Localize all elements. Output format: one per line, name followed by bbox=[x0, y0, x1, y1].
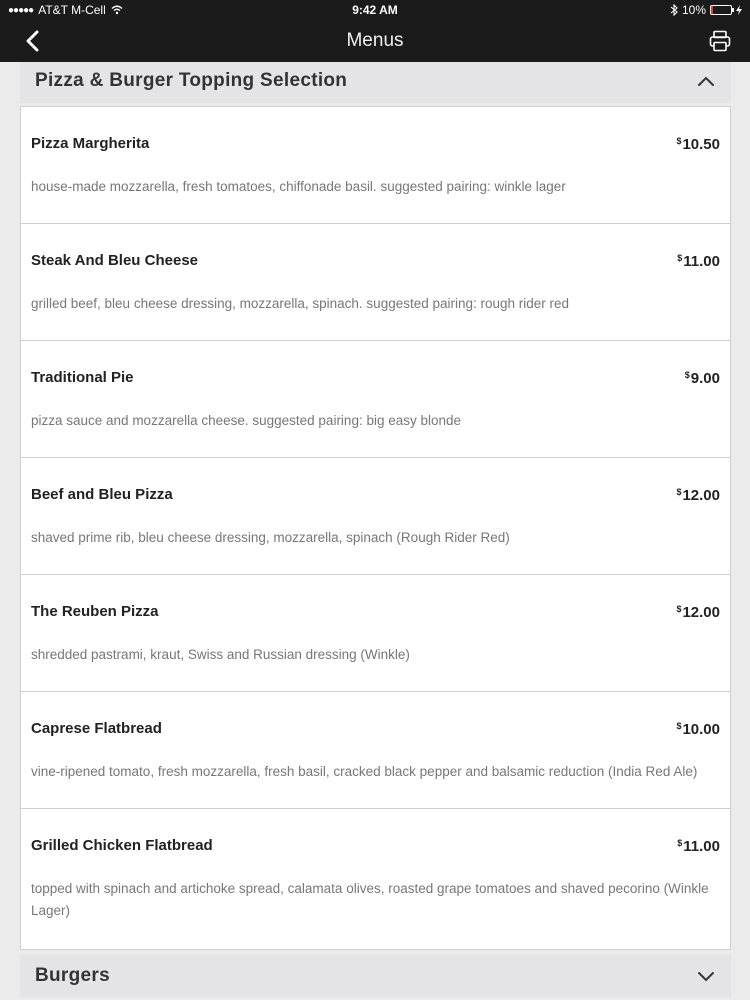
status-time: 9:42 AM bbox=[352, 3, 398, 17]
item-price bbox=[676, 136, 720, 153]
item-name: Traditional Pie bbox=[31, 369, 134, 386]
item-name: Grilled Chicken Flatbread bbox=[31, 837, 213, 854]
battery-level bbox=[711, 6, 713, 14]
signal-strength-icon: ●●●●● bbox=[8, 4, 34, 16]
item-description: grilled beef, bleu cheese dressing, mozzarella, spinach. suggested pairing: rough rider red bbox=[31, 296, 570, 311]
print-button[interactable] bbox=[706, 28, 734, 54]
item-price bbox=[676, 604, 720, 621]
menu-item[interactable] bbox=[21, 692, 730, 809]
charging-icon bbox=[736, 5, 742, 15]
item-description: house-made mozzarella, fresh tomatoes, chiffonade basil. suggested pairing: winkle lager bbox=[31, 179, 566, 194]
back-button[interactable] bbox=[18, 28, 48, 54]
currency-symbol: $ bbox=[677, 253, 683, 263]
status-bar bbox=[0, 0, 750, 20]
currency-symbol: $ bbox=[684, 370, 690, 380]
item-price bbox=[677, 253, 720, 270]
item-name: Caprese Flatbread bbox=[31, 720, 162, 737]
page-title: Menus bbox=[346, 30, 404, 51]
price-value: 11.00 bbox=[683, 838, 720, 855]
item-description: shredded pastrami, kraut, Swiss and Russian dressing (Winkle) bbox=[31, 647, 410, 662]
item-price bbox=[676, 487, 720, 504]
price-value: 10.00 bbox=[682, 721, 720, 738]
item-description: topped with spinach and artichoke spread, calamata olives, roasted grape tomatoes and shaved pecorino (Winkle Lager) bbox=[31, 881, 709, 918]
status-right bbox=[670, 3, 742, 17]
item-price bbox=[676, 721, 720, 738]
currency-symbol: $ bbox=[676, 604, 682, 614]
chevron-left-icon bbox=[25, 30, 41, 52]
currency-symbol: $ bbox=[676, 721, 682, 731]
price-value: 12.00 bbox=[682, 487, 720, 504]
chevron-up-icon[interactable] bbox=[695, 70, 717, 92]
wifi-icon bbox=[111, 5, 123, 15]
item-description: vine-ripened tomato, fresh mozzarella, fresh basil, cracked black pepper and balsamic reduction (India Red Ale) bbox=[31, 764, 698, 779]
bluetooth-icon bbox=[670, 4, 678, 16]
price-value: 10.50 bbox=[682, 136, 720, 153]
menu-item[interactable] bbox=[21, 107, 730, 224]
section-header-pizza[interactable] bbox=[20, 62, 731, 103]
menu-item[interactable] bbox=[21, 575, 730, 692]
menu-item-list bbox=[20, 106, 731, 950]
battery-percent: 10% bbox=[681, 3, 706, 17]
menu-item[interactable] bbox=[21, 341, 730, 458]
currency-symbol: $ bbox=[676, 487, 682, 497]
nav-bar bbox=[0, 20, 750, 62]
price-value: 9.00 bbox=[690, 370, 720, 387]
item-description: shaved prime rib, bleu cheese dressing, mozzarella, spinach (Rough Rider Red) bbox=[31, 530, 510, 545]
section-title: Pizza & Burger Topping Selection bbox=[35, 70, 348, 91]
menu-content[interactable] bbox=[0, 62, 750, 1000]
printer-icon bbox=[709, 30, 731, 52]
price-value: 12.00 bbox=[682, 604, 720, 621]
currency-symbol: $ bbox=[676, 136, 682, 146]
chevron-down-icon[interactable] bbox=[695, 965, 717, 987]
menu-item[interactable] bbox=[21, 458, 730, 575]
chevron-up-glyph bbox=[697, 75, 715, 87]
chevron-down-glyph bbox=[697, 970, 715, 982]
battery-icon bbox=[710, 5, 732, 15]
item-description: pizza sauce and mozzarella cheese. suggested pairing: big easy blonde bbox=[31, 413, 462, 428]
item-name: Pizza Margherita bbox=[31, 135, 150, 152]
item-name: The Reuben Pizza bbox=[31, 603, 159, 620]
item-name: Beef and Bleu Pizza bbox=[31, 486, 173, 503]
status-left bbox=[8, 3, 123, 17]
section-header-burgers[interactable] bbox=[20, 954, 731, 998]
item-price bbox=[677, 838, 720, 855]
section-title: Burgers bbox=[35, 965, 110, 986]
menu-item[interactable] bbox=[21, 224, 730, 341]
carrier-label: AT&T M-Cell bbox=[38, 3, 106, 17]
menu-item[interactable] bbox=[21, 809, 730, 949]
item-price bbox=[685, 370, 720, 387]
item-name: Steak And Bleu Cheese bbox=[31, 252, 198, 269]
price-value: 11.00 bbox=[683, 253, 720, 270]
currency-symbol: $ bbox=[677, 838, 683, 848]
